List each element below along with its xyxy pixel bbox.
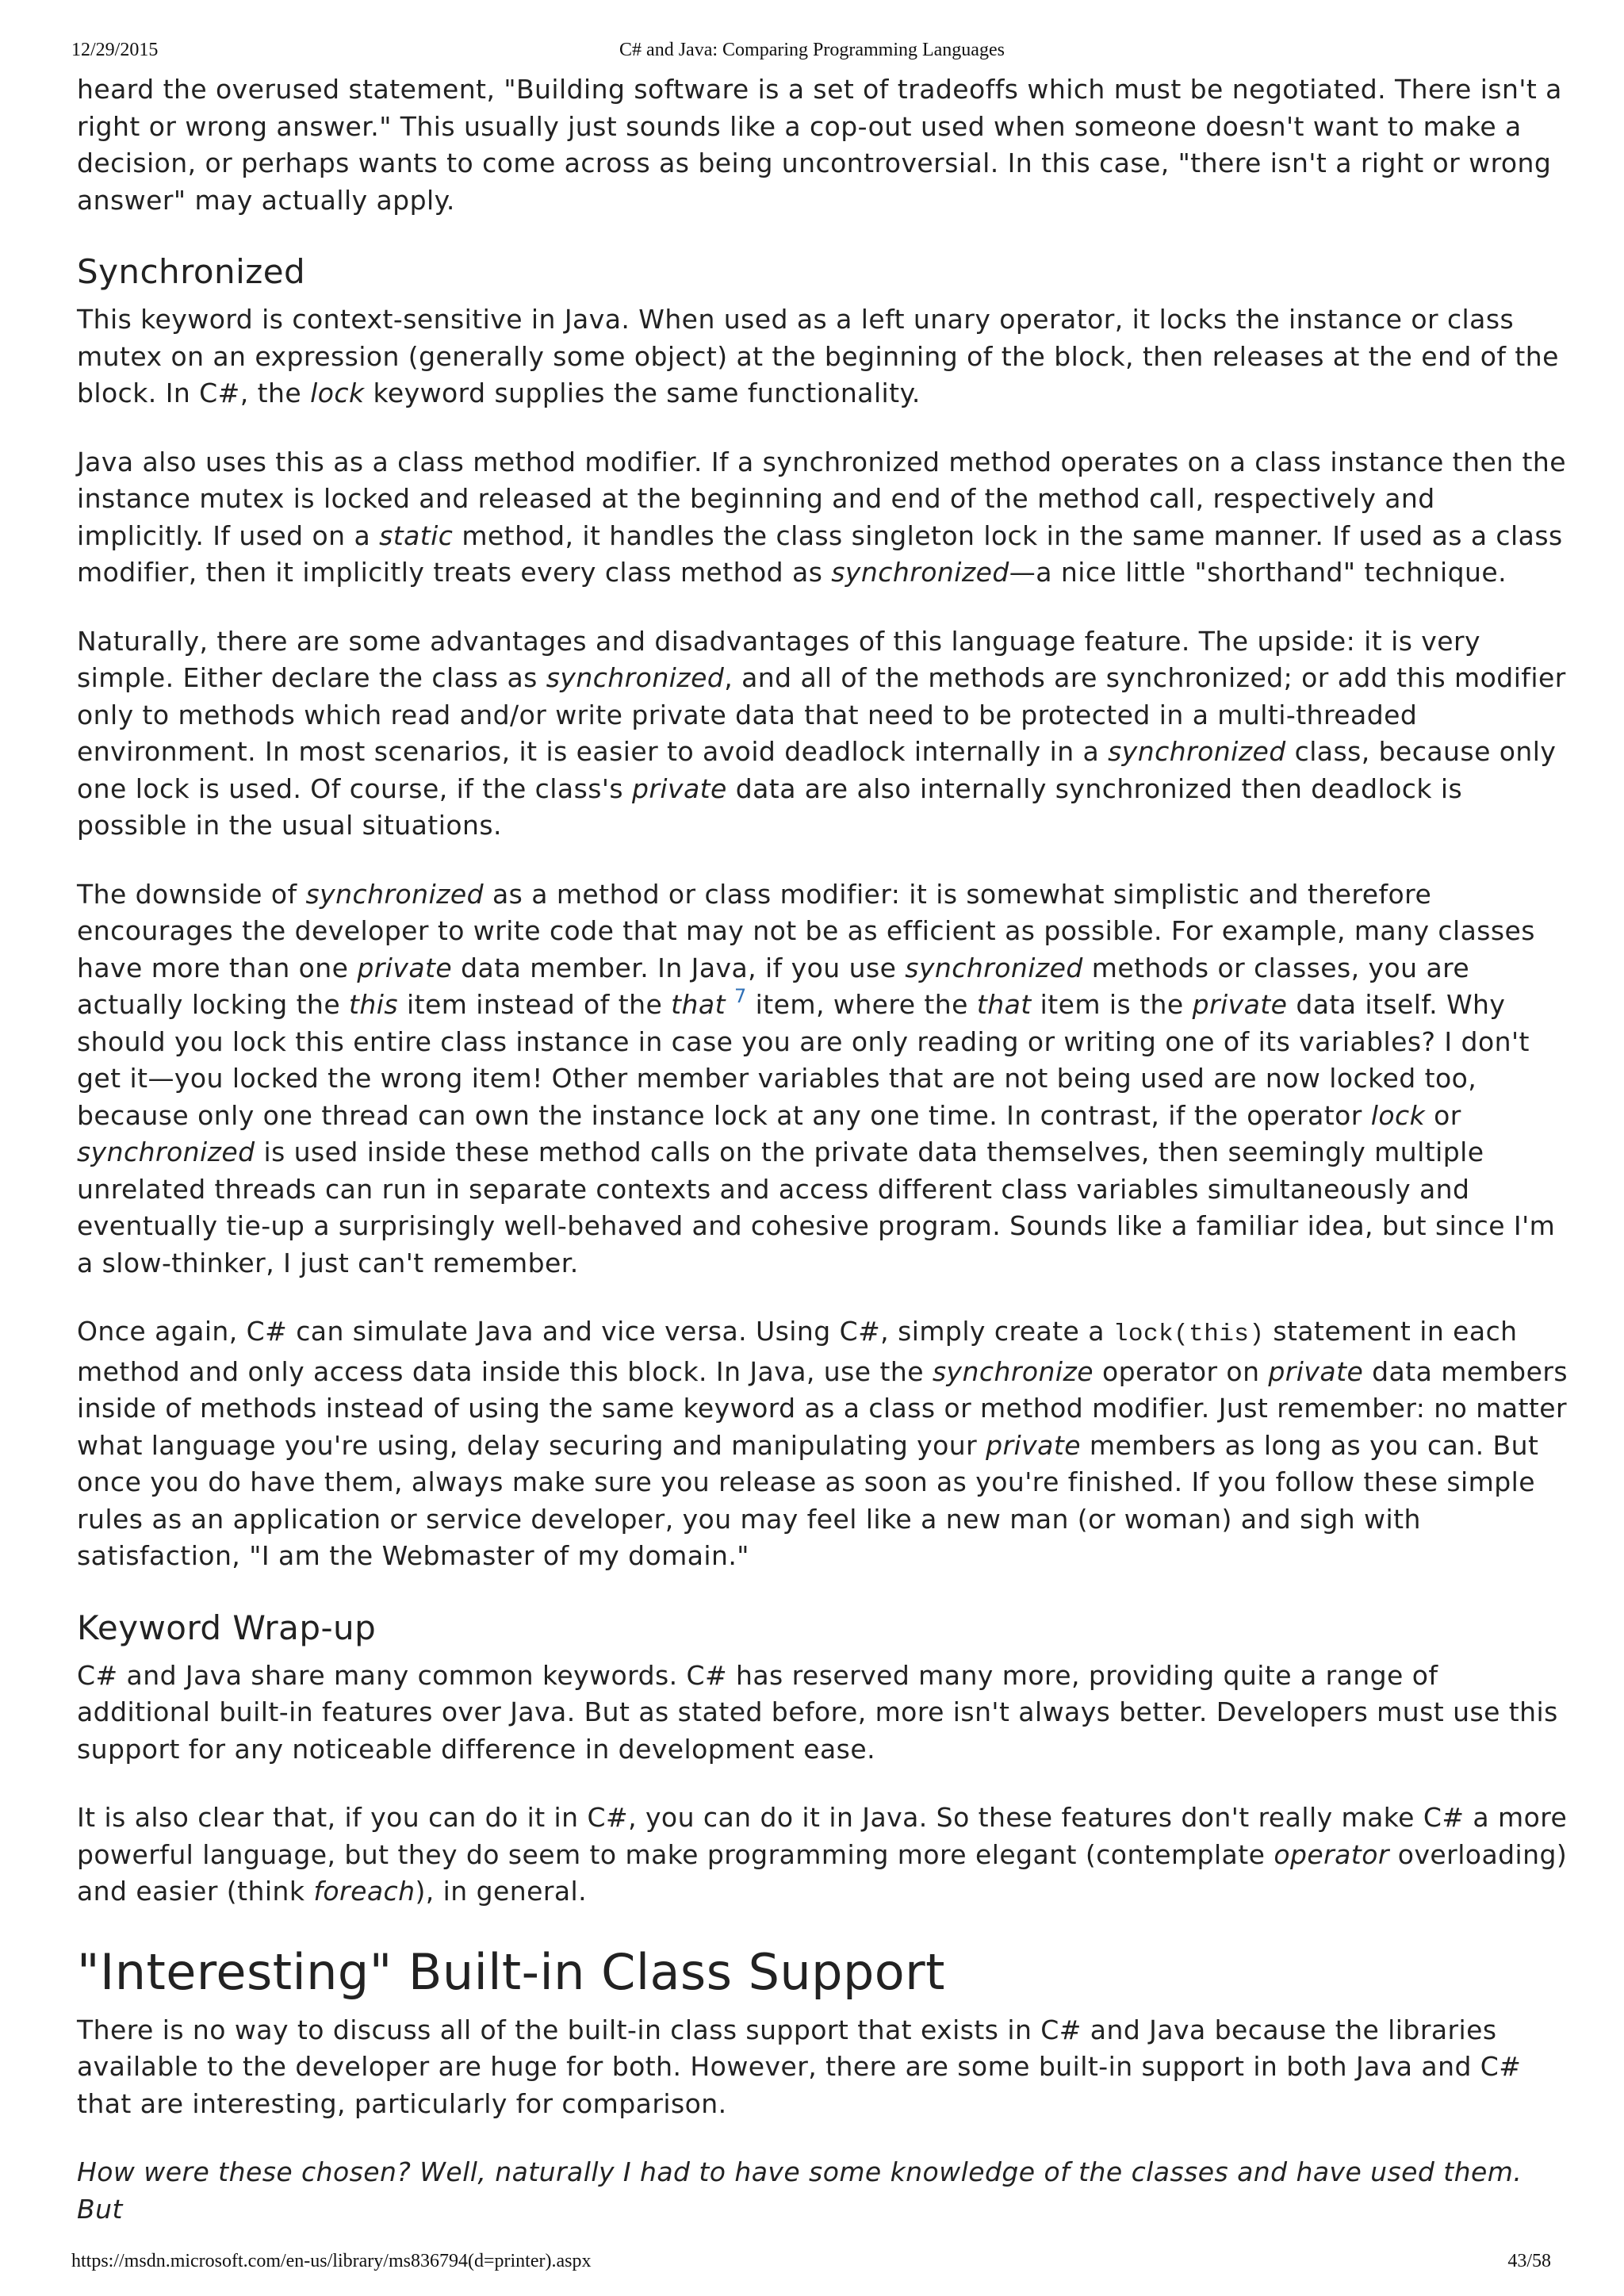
inline-code: lock(this) bbox=[1113, 1320, 1265, 1348]
heading-builtin-class-support: "Interesting" Built-in Class Support bbox=[77, 1942, 945, 2001]
wrapup-paragraph-2: It is also clear that, if you can do it in C#, you can do it in Java. So these features don't really make C# a more powerful language, but they do seem to make programming more elegant (contemplate operator overloading) and easier (think foreach), in general. bbox=[77, 1802, 1568, 1907]
sync-paragraph-3: Naturally, there are some advantages and disadvantages of this language feature. The upside: it is very simple. Either declare the class as synchronized, and all of the methods are synchronized; or add this modifier only to methods which read and/or write private data that need to be protected in a multi-threaded environment. In most scenarios, it is easier to avoid deadlock internally in a synchronized class, because only one lock is used. Of course, if the class's private data are also internally synchronized then deadlock is possible in the usual situations. bbox=[77, 625, 1566, 841]
builtin-paragraph-2: How were these chosen? Well, naturally I had to have some knowledge of the classes and have used them. But bbox=[77, 2156, 1522, 2225]
sync-paragraph-1: This keyword is context-sensitive in Java. When used as a left unary operator, it locks the instance or class mutex on an expression (generally some object) at the beginning of the block, then releases at the end of the block. In C#, the lock keyword supplies the same functionality. bbox=[77, 304, 1559, 408]
source-url: https://msdn.microsoft.com/en-us/library/ms836794(d=printer).aspx bbox=[71, 2251, 592, 2271]
intro-paragraph: heard the overused statement, "Building software is a set of tradeoffs which must be negotiated. There isn't a right or wrong answer." This usually just sounds like a cop-out used when someone doesn't want to make a decision, or perhaps wants to come across as being uncontroversial. In this case, "there isn't a right or wrong answer" may actually apply. bbox=[77, 74, 1562, 216]
sync-paragraph-2: Java also uses this as a class method modifier. If a synchronized method operates on a class instance then the instance mutex is locked and released at the beginning and end of the method call, respectively and implicitly. If used on a static method, it handles the class singleton lock in the same manner. If used as a class modifier, then it implicitly treats every class method as synchronized—a nice little "shorthand" technique. bbox=[77, 446, 1567, 588]
print-date: 12/29/2015 bbox=[71, 40, 159, 60]
heading-synchronized: Synchronized bbox=[77, 252, 306, 291]
heading-keyword-wrapup: Keyword Wrap-up bbox=[77, 1608, 377, 1647]
article-body bbox=[77, 71, 1568, 2260]
wrapup-paragraph-1: C# and Java share many common keywords. C# has reserved many more, providing quite a range of additional built-in features over Java. But as stated before, more isn't always better. Developers must use this support for any noticeable difference in development ease. bbox=[77, 1659, 1558, 1765]
print-footer bbox=[0, 2251, 1624, 2278]
print-header bbox=[0, 40, 1624, 67]
print-title: C# and Java: Comparing Programming Languages bbox=[619, 40, 1005, 60]
footnote-link-7[interactable]: 7 bbox=[733, 985, 747, 1007]
sync-paragraph-4: The downside of synchronized as a method or class modifier: it is somewhat simplistic and therefore encourages the developer to write code that may not be as efficient as possible. For example, many classes have more than one private data member. In Java, if you use synchronized methods or classes, you are actually locking the this item instead of the that $^7$ item, where the that item is the private data itself. Why should you lock this entire class instance in case you are only reading or writing one of its variables? I don't get it—you locked the wrong item! Other member variables that are not being used are now locked too, because only one thread can own the instance lock at any one time. In contrast, if the operator lock or synchronized is used inside these method calls on the private data themselves, then seemingly multiple unrelated threads can run in separate contexts and access different class variables simultaneously and eventually tie-up a surprisingly well-behaved and cohesive program. Sounds like a familiar idea, but since I'm a slow-thinker, I just can't remember. bbox=[77, 878, 1556, 1278]
sync-paragraph-5: Once again, C# can simulate Java and vice versa. Using C#, simply create a lock(this) statement in each method and only access data inside this block. In Java, use the synchronize operator on private data members inside of methods instead of using the same keyword as a class or method modifier. Just remember: no matter what language you're using, delay securing and manipulating your private members as long as you can. But once you do have them, always make sure you release as soon as you're finished. If you follow these simple rules as an application or service developer, you may feel like a new man (or woman) and sigh with satisfaction, "I am the Webmaster of my domain." bbox=[77, 1316, 1568, 1571]
builtin-paragraph-1: There is no way to discuss all of the built-in class support that exists in C# and Java because the libraries available to the developer are huge for both. However, there are some built-in support in both Java and C# that are interesting, particularly for comparison. bbox=[77, 2014, 1522, 2119]
page-number: 43/58 bbox=[1507, 2251, 1551, 2271]
